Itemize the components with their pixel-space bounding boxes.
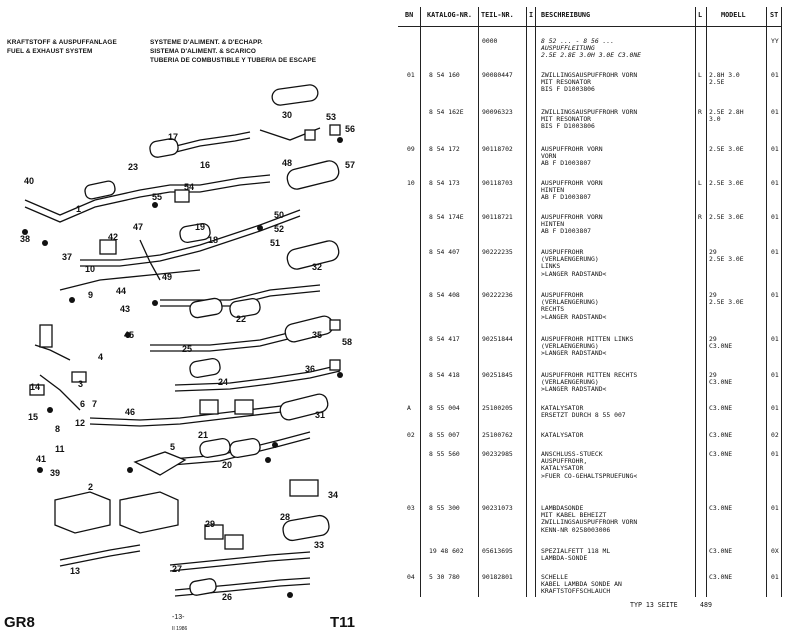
callout-5: 5 [170, 442, 176, 452]
cell-bn: 02 [407, 431, 415, 439]
cell-teil: 25100762 [482, 431, 513, 439]
column-divider [420, 7, 421, 597]
page-footer-label: TYP 13 SEITE [630, 601, 678, 609]
callout-8: 8 [55, 424, 61, 434]
col-header-st: ST [770, 11, 779, 19]
cell-side: R [698, 213, 702, 221]
cell-modell: C3.0NE [709, 450, 733, 458]
cell-st: 01 [771, 504, 779, 512]
cell-beschreibung: AUSPUFFROHR VORN HINTEN AB F D1003807 [541, 213, 603, 236]
header-fr: SYSTEME D'ALIMENT. & D'ECHAPP. [150, 39, 263, 46]
parts-table [398, 0, 799, 641]
callout-17: 17 [168, 132, 179, 142]
header-rule [398, 26, 781, 27]
header-en: FUEL & EXHAUST SYSTEM [7, 48, 93, 55]
callout-47: 47 [133, 222, 144, 232]
cell-st: 01 [771, 248, 779, 256]
col-header-side: L [698, 11, 703, 19]
cell-beschreibung: KATALYSATOR ERSETZT DURCH 8 55 007 [541, 404, 626, 420]
cell-modell: 2.8H 3.0 2.5E [709, 71, 740, 87]
callout-51: 51 [270, 238, 281, 248]
callout-9: 9 [88, 290, 94, 300]
callout-38: 38 [20, 234, 31, 244]
cell-beschreibung: AUSPUFFROHR MITTEN LINKS (VERLAENGERUNG) >LANGER RADSTAND< [541, 335, 634, 358]
cell-katalog: 8 54 172 [429, 145, 460, 153]
callout-34: 34 [328, 490, 339, 500]
cell-st: 01 [771, 179, 779, 187]
cell-beschreibung: AUSPUFFROHR VORN HINTEN AB F D1003807 [541, 179, 603, 202]
cell-st: 01 [771, 404, 779, 412]
callout-56: 56 [345, 124, 356, 134]
col-header-beschreibung: BESCHREIBUNG [541, 11, 591, 19]
callout-43: 43 [120, 304, 131, 314]
callout-14: 14 [30, 382, 41, 392]
callout-53: 53 [326, 112, 337, 122]
callout-11: 11 [55, 444, 65, 454]
callout-4: 4 [98, 352, 104, 362]
callout-2: 2 [88, 482, 94, 492]
header-it: SISTEMA D'ALIMENT. & SCARICO [150, 48, 256, 55]
model-code: GR8 [4, 614, 35, 631]
cell-modell: 29 C3.0NE [709, 371, 733, 387]
cell-katalog: 8 54 173 [429, 179, 460, 187]
callout-21: 21 [198, 430, 209, 440]
parts-list-page [398, 0, 799, 641]
callout-22: 22 [236, 314, 247, 324]
callout-41: 41 [36, 454, 47, 464]
cell-bn: 09 [407, 145, 415, 153]
cell-side: R [698, 108, 702, 116]
callout-50: 50 [274, 210, 285, 220]
cell-modell: C3.0NE [709, 573, 733, 581]
header-es: TUBERIA DE COMBUSTIBLE Y TUBERIA DE ESCAPE [150, 57, 317, 64]
cell-katalog: 8 55 004 [429, 404, 460, 412]
cell-beschreibung: SPEZIALFETT 118 ML LAMBDA-SONDE [541, 547, 611, 563]
callout-54: 54 [184, 182, 195, 192]
callout-57: 57 [345, 160, 356, 170]
cell-st: 01 [771, 145, 779, 153]
cell-teil: 90118721 [482, 213, 513, 221]
cell-katalog: 8 54 417 [429, 335, 460, 343]
column-divider [766, 7, 767, 597]
callout-55: 55 [152, 192, 163, 202]
callout-30: 30 [282, 110, 293, 120]
cell-modell: C3.0NE [709, 504, 733, 512]
callout-46: 46 [125, 407, 136, 417]
callout-45: 45 [124, 330, 135, 340]
callout-44: 44 [116, 286, 127, 296]
callout-1: 1 [76, 204, 82, 214]
callout-19: 19 [195, 222, 206, 232]
cell-katalog: 8 55 300 [429, 504, 460, 512]
cell-katalog: 8 54 408 [429, 291, 460, 299]
callout-25: 25 [182, 344, 193, 354]
cell-katalog: 8 54 160 [429, 71, 460, 79]
cell-modell: 2.5E 3.0E [709, 179, 744, 187]
cell-teil: 90182801 [482, 573, 513, 581]
callout-58: 58 [342, 337, 353, 347]
cell-bn: 04 [407, 573, 415, 581]
cell-modell: C3.0NE [709, 547, 733, 555]
cell-beschreibung: LAMBDASONDE MIT KABEL BEHEIZT ZWILLINGSAUSPUFFROHR VORN KENN-NR 0258003006 [541, 504, 638, 534]
cell-beschreibung: KATALYSATOR [541, 431, 584, 439]
cell-bn: 01 [407, 71, 415, 79]
column-divider [478, 7, 479, 597]
cell-modell: 29 C3.0NE [709, 335, 733, 351]
callout-15: 15 [28, 412, 39, 422]
cell-katalog: 5 30 780 [429, 573, 460, 581]
callout-10: 10 [85, 264, 96, 274]
callout-27: 27 [172, 564, 183, 574]
callout-31: 31 [315, 410, 326, 420]
cell-katalog: 8 54 174E [429, 213, 464, 221]
cell-side: L [698, 179, 702, 187]
page-number: -13- [172, 614, 185, 621]
callout-28: 28 [280, 512, 291, 522]
cell-beschreibung: 8 52 ... - 8 56 ... AUSPUFFLEITUNG 2.5E 2.8E 3.0H 3.0E C3.0NE [541, 37, 642, 60]
callout-29: 29 [205, 519, 216, 529]
cell-beschreibung: AUSPUFFROHR MITTEN RECHTS (VERLAENGERUNG) >LANGER RADSTAND< [541, 371, 638, 394]
cell-bn: 10 [407, 179, 415, 187]
cell-beschreibung: AUSPUFFROHR (VERLAENGERUNG) RECHTS >LANGER RADSTAND< [541, 291, 607, 321]
cell-katalog: 8 54 407 [429, 248, 460, 256]
exhaust-exploded-diagram [0, 0, 375, 641]
table-code: T11 [330, 614, 356, 631]
callout-32: 32 [312, 262, 323, 272]
cell-beschreibung: ZWILLINGSAUSPUFFROHR VORN MIT RESONATOR BIS F D1003806 [541, 108, 638, 131]
cell-bn: A [407, 404, 411, 412]
callout-6: 6 [80, 399, 86, 409]
cell-teil: 90118702 [482, 145, 513, 153]
cell-teil: 0000 [482, 37, 498, 45]
cell-st: 01 [771, 291, 779, 299]
column-divider [695, 7, 696, 597]
cell-teil: 05613695 [482, 547, 513, 555]
cell-st: 01 [771, 108, 779, 116]
cell-modell: 2.5E 2.8H 3.0 [709, 108, 744, 124]
cell-modell: C3.0NE [709, 431, 733, 439]
cell-teil: 90118703 [482, 179, 513, 187]
cell-side: L [698, 71, 702, 79]
cell-beschreibung: ZWILLINGSAUSPUFFROHR VORN MIT RESONATOR BIS F D1003806 [541, 71, 638, 94]
cell-beschreibung: AUSPUFFROHR (VERLAENGERUNG) LINKS >LANGER RADSTAND< [541, 248, 607, 278]
callout-26: 26 [222, 592, 233, 602]
header-de: KRAFTSTOFF & AUSPUFFANLAGE [7, 39, 117, 46]
col-header-bn: BN [405, 11, 414, 19]
cell-st: 02 [771, 431, 779, 439]
callout-39: 39 [50, 468, 61, 478]
column-divider [526, 7, 527, 597]
cell-st: 01 [771, 213, 779, 221]
callout-35: 35 [312, 330, 323, 340]
cell-teil: 90231073 [482, 504, 513, 512]
callout-13: 13 [70, 566, 81, 576]
cell-katalog: 19 48 602 [429, 547, 464, 555]
callout-12: 12 [75, 418, 86, 428]
cell-st: 01 [771, 573, 779, 581]
callout-33: 33 [314, 540, 325, 550]
cell-teil: 90080447 [482, 71, 513, 79]
cell-modell: 2.5E 3.0E [709, 145, 744, 153]
callout-36: 36 [305, 364, 316, 374]
page-footer-number: 489 [700, 601, 712, 609]
cell-st: YY [771, 37, 779, 45]
callout-42: 42 [108, 232, 119, 242]
callout-24: 24 [218, 377, 229, 387]
cell-teil: 25100205 [482, 404, 513, 412]
column-divider [781, 7, 782, 597]
callout-7: 7 [92, 399, 98, 409]
cell-katalog: 8 55 007 [429, 431, 460, 439]
diagram-page [0, 0, 375, 641]
callout-3: 3 [78, 379, 84, 389]
cell-modell: C3.0NE [709, 404, 733, 412]
col-header-flag: I [529, 11, 534, 19]
callout-37: 37 [62, 252, 73, 262]
cell-teil: 90251845 [482, 371, 513, 379]
column-divider [706, 7, 707, 597]
cell-teil: 90222236 [482, 291, 513, 299]
cell-katalog: 8 54 418 [429, 371, 460, 379]
col-header-modell: MODELL [721, 11, 746, 19]
callout-48: 48 [282, 158, 293, 168]
col-header-katalog: KATALOG-NR. [427, 11, 473, 19]
cell-beschreibung: ANSCHLUSS-STUECK AUSPUFFROHR, KATALYSATOR >FUER CO-GEHALTSPRUEFUNG< [541, 450, 638, 480]
cell-st: 01 [771, 371, 779, 379]
cell-modell: 29 2.5E 3.0E [709, 291, 744, 307]
cell-teil: 90251844 [482, 335, 513, 343]
cell-beschreibung: SCHELLE KABEL LAMBDA SONDE AN KRAFTSTOFFSCHLAUCH [541, 573, 622, 596]
cell-katalog: 8 54 162E [429, 108, 464, 116]
cell-katalog: 8 55 560 [429, 450, 460, 458]
cell-teil: 90232985 [482, 450, 513, 458]
callout-40: 40 [24, 176, 35, 186]
callout-23: 23 [128, 162, 139, 172]
callout-52: 52 [274, 224, 285, 234]
cell-beschreibung: AUSPUFFROHR VORN VORN AB F D1003807 [541, 145, 603, 168]
cell-teil: 90096323 [482, 108, 513, 116]
callout-49: 49 [162, 272, 173, 282]
column-divider [535, 7, 536, 597]
cell-bn: 03 [407, 504, 415, 512]
cell-st: 01 [771, 71, 779, 79]
cell-st: 01 [771, 450, 779, 458]
callout-20: 20 [222, 460, 233, 470]
callout-16: 16 [200, 160, 211, 170]
cell-modell: 29 2.5E 3.0E [709, 248, 744, 264]
callout-18: 18 [208, 235, 219, 245]
print-date: II 1986 [172, 626, 188, 632]
col-header-teil: TEIL-NR. [481, 11, 514, 19]
cell-st: 01 [771, 335, 779, 343]
cell-st: 0X [771, 547, 779, 555]
cell-teil: 90222235 [482, 248, 513, 256]
cell-modell: 2.5E 3.0E [709, 213, 744, 221]
